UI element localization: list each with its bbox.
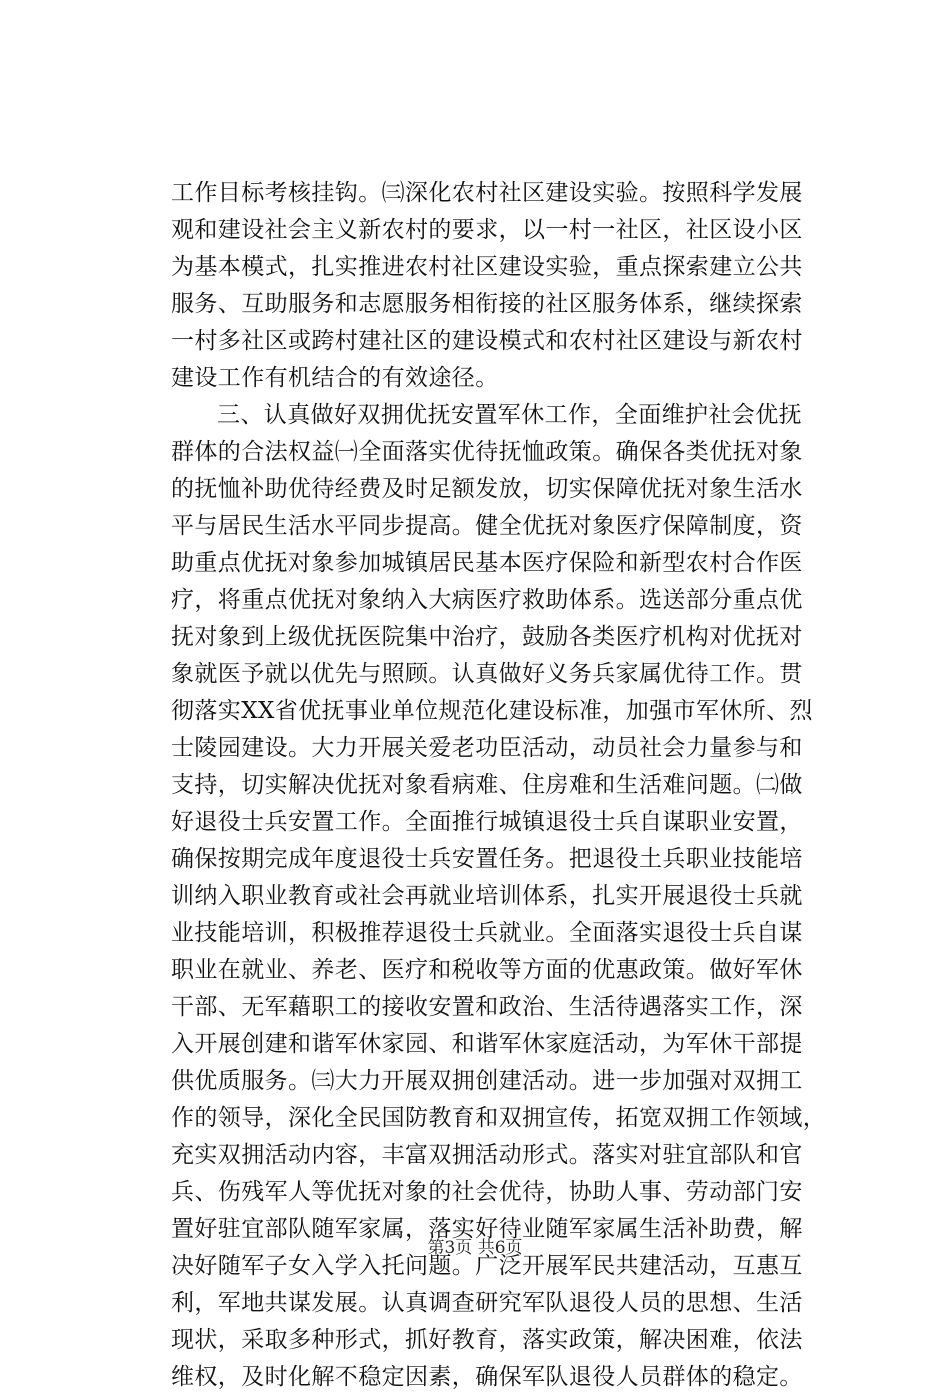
text-line: 群体的合法权益㈠全面落实优待抚恤政策。确保各类优抚对象 [171,439,803,465]
text-line: 入开展创建和谐军休家园、和谐军休家庭活动，为军休干部提 [171,1031,803,1057]
text-line: 助重点优抚对象参加城镇居民基本医疗保险和新型农村合作医 [171,550,803,576]
text-line: 疗，将重点优抚对象纳入大病医疗救助体系。选送部分重点优 [171,587,803,613]
text-line: 业技能培训，积极推荐退役士兵就业。全面落实退役士兵自谋 [171,920,803,946]
text-line: 抚对象到上级优抚医院集中治疗，鼓励各类医疗机构对优抚对 [171,624,803,650]
text-line: 支持，切实解决优抚对象看病难、住房难和生活难问题。㈡做 [171,772,803,798]
text-line: 利，军地共谋发展。认真调查研究军队退役人员的思想、生活 [171,1290,803,1316]
text-line: 一村多社区或跨村建社区的建设模式和农村社区建设与新农村 [171,328,803,354]
text-line: 士陵园建设。大力开展关爱老功臣活动，动员社会力量参与和 [171,735,803,761]
text-line: 平与居民生活水平同步提高。健全优抚对象医疗保障制度，资 [171,513,803,539]
text-line: 确保按期完成年度退役士兵安置任务。把退役土兵职业技能培 [171,846,803,872]
text-line: 置好驻宜部队随军家属，落实好待业随军家属生活补助费，解 [171,1216,803,1242]
text-line: 为基本模式，扎实推进农村社区建设实验，重点探索建立公共 [171,254,803,280]
text-line: 的抚恤补助优待经费及时足额发放，切实保障优抚对象生活水 [171,476,803,502]
text-line: 维权，及时化解不稳定因素，确保军队退役人员群体的稳定。 [171,1364,803,1390]
text-line: 观和建设社会主义新农村的要求，以一村一社区，社区设小区 [171,217,803,243]
document-body [171,175,831,1396]
text-line: 兵、伤残军人等优抚对象的社会优待，协助人事、劳动部门安 [171,1179,803,1205]
text-line: 象就医予就以优先与照顾。认真做好义务兵家属优待工作。贯 [171,661,803,687]
text-line: 职业在就业、养老、医疗和税收等方面的优惠政策。做好军休 [171,957,803,983]
text-line: 彻落实XX省优抚事业单位规范化建设标准，加强市军休所、烈 [171,698,813,724]
text-line: 作的领导，深化全民国防教育和双拥宣传，拓宽双拥工作领域， [171,1105,827,1131]
text-line: 决好随军子女入学入托问题。广泛开展军民共建活动，互惠互 [171,1253,803,1279]
text-line: 建设工作有机结合的有效途径。 [171,365,499,391]
text-line: 供优质服务。㈢大力开展双拥创建活动。进一步加强对双拥工 [171,1068,803,1094]
text-line: 工作目标考核挂钩。㈢深化农村社区建设实验。按照科学发展 [171,180,803,206]
text-line: 现状，采取多种形式，抓好教育，落实政策，解决困难，依法 [171,1327,803,1353]
section-heading-line: 三、认真做好双拥优抚安置军休工作，全面维护社会优抚 [217,402,802,428]
page-number-footer: 第3页 共6页 [427,1238,523,1258]
text-line: 服务、互助服务和志愿服务相衔接的社区服务体系，继续探索 [171,291,803,317]
text-line: 训纳入职业教育或社会再就业培训体系，扎实开展退役士兵就 [171,883,803,909]
text-line: 干部、无军藉职工的接收安置和政治、生活待遇落实工作，深 [171,994,803,1020]
text-line: 好退役士兵安置工作。全面推行城镇退役士兵自谋职业安置， [171,809,803,835]
text-line: 充实双拥活动内容，丰富双拥活动形式。落实对驻宜部队和官 [171,1142,803,1168]
